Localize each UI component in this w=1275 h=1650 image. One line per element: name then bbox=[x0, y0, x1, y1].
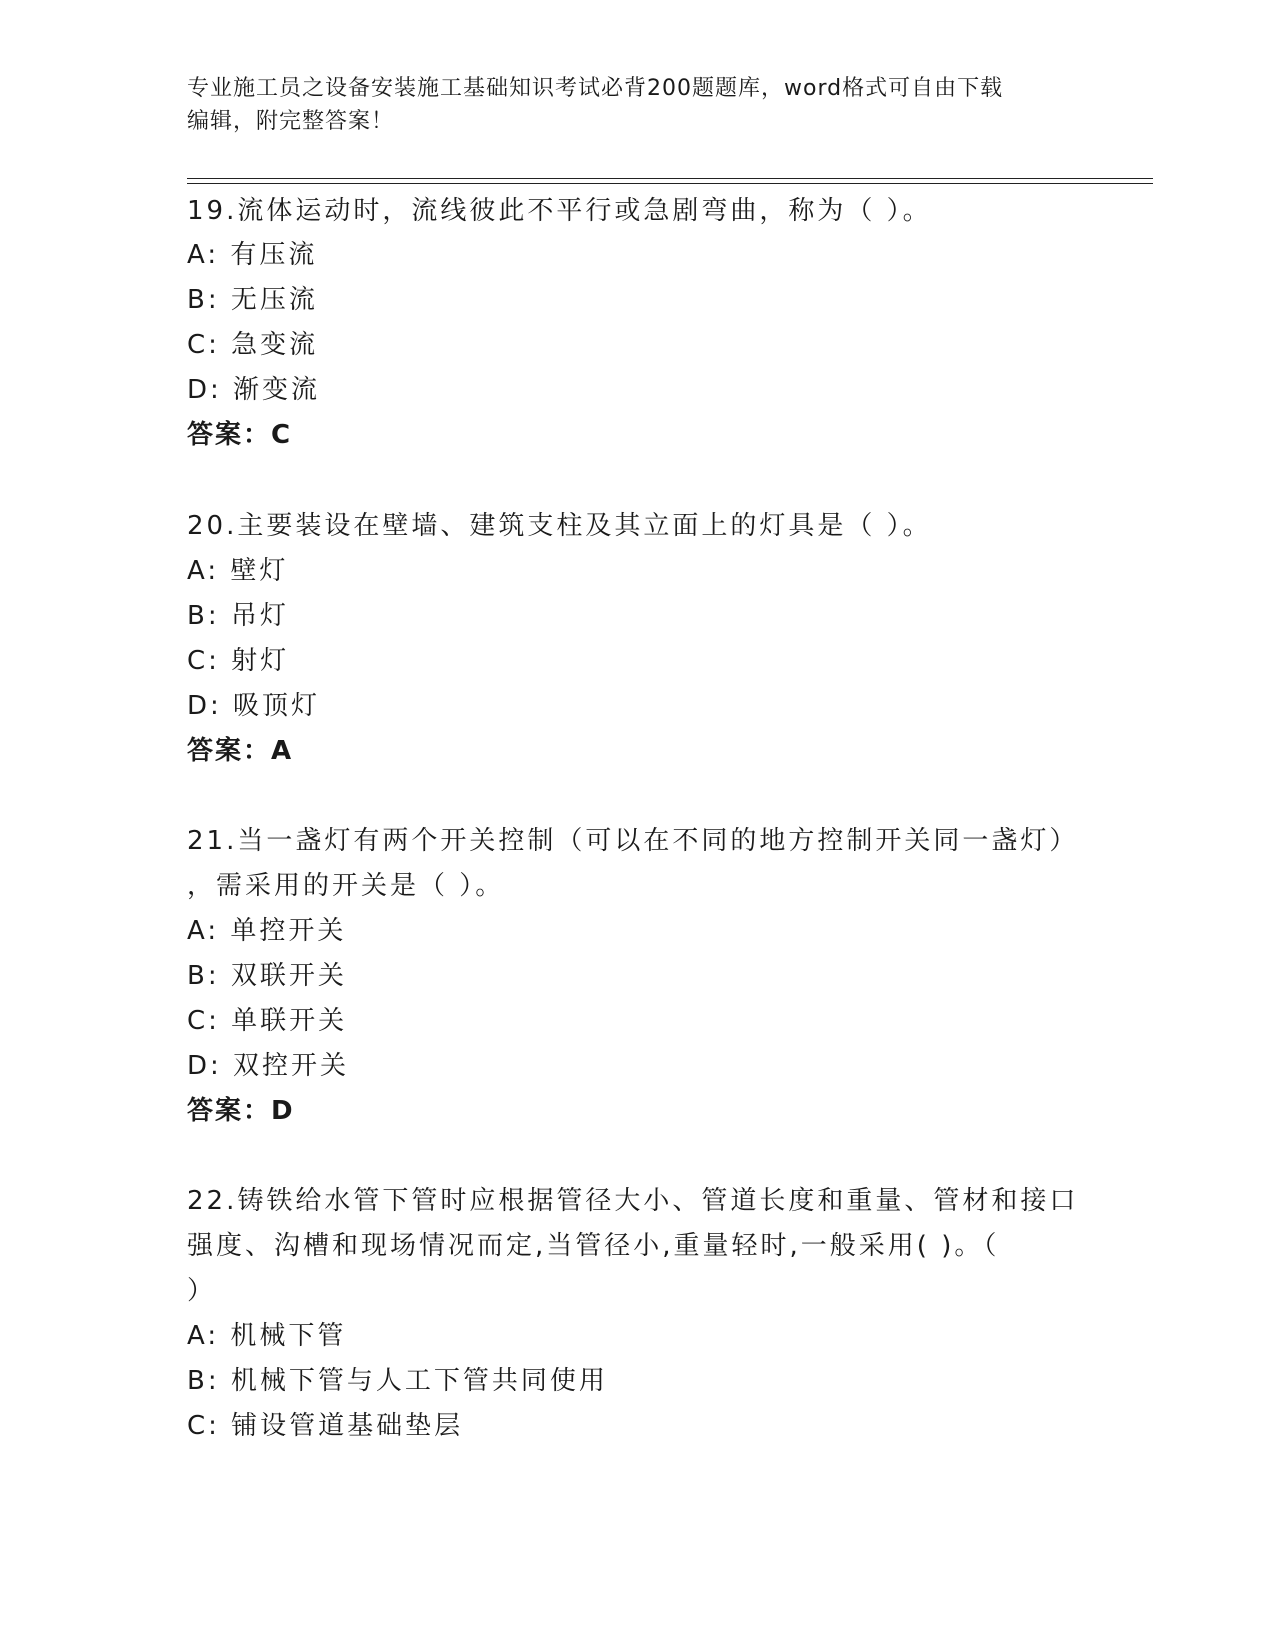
question-20-option-a: A: 壁灯 bbox=[187, 556, 289, 586]
question-19-option-a: A: 有压流 bbox=[187, 240, 318, 270]
question-19-answer: 答案：C bbox=[187, 420, 293, 450]
document-header bbox=[187, 72, 1067, 138]
question-19-stem: 19.流体运动时，流线彼此不平行或急剧弯曲，称为（ ）。 bbox=[187, 196, 932, 226]
question-21-answer: 答案：D bbox=[187, 1096, 295, 1126]
question-21-stem-line-1: 21.当一盏灯有两个开关控制（可以在不同的地方控制开关同一盏灯） bbox=[187, 826, 1079, 856]
header-line-2: 编辑，附完整答案！ bbox=[187, 109, 395, 134]
question-20-option-d: D: 吸顶灯 bbox=[187, 691, 321, 721]
question-22-option-a: A: 机械下管 bbox=[187, 1321, 347, 1351]
question-21-option-a: A: 单控开关 bbox=[187, 916, 347, 946]
question-20-answer: 答案：A bbox=[187, 736, 294, 766]
question-21-option-c: C: 单联开关 bbox=[187, 1006, 348, 1036]
header-divider-bottom bbox=[187, 183, 1153, 184]
question-20-option-b: B: 吊灯 bbox=[187, 601, 289, 631]
question-19-option-c: C: 急变流 bbox=[187, 330, 319, 360]
question-22-stem-line-3: ） bbox=[187, 1276, 217, 1306]
question-19-option-d: D: 渐变流 bbox=[187, 375, 321, 405]
question-20-stem: 20.主要装设在壁墙、建筑支柱及其立面上的灯具是（ ）。 bbox=[187, 511, 932, 541]
question-22-stem-line-2: 强度、沟槽和现场情况而定,当管径小,重量轻时,一般采用( )。（ bbox=[187, 1231, 1000, 1261]
question-21-option-d: D: 双控开关 bbox=[187, 1051, 350, 1081]
question-22-option-c: C: 铺设管道基础垫层 bbox=[187, 1411, 464, 1441]
question-21-option-b: B: 双联开关 bbox=[187, 961, 347, 991]
question-21-stem-line-2: ，需采用的开关是（ ）。 bbox=[187, 871, 505, 901]
header-divider-top bbox=[187, 178, 1153, 179]
question-22-option-b: B: 机械下管与人工下管共同使用 bbox=[187, 1366, 608, 1396]
question-22-stem-line-1: 22.铸铁给水管下管时应根据管径大小、管道长度和重量、管材和接口 bbox=[187, 1186, 1079, 1216]
question-19-option-b: B: 无压流 bbox=[187, 285, 318, 315]
header-line-1: 专业施工员之设备安装施工基础知识考试必背200题题库，word格式可自由下载 bbox=[187, 76, 1004, 101]
question-20-option-c: C: 射灯 bbox=[187, 646, 290, 676]
